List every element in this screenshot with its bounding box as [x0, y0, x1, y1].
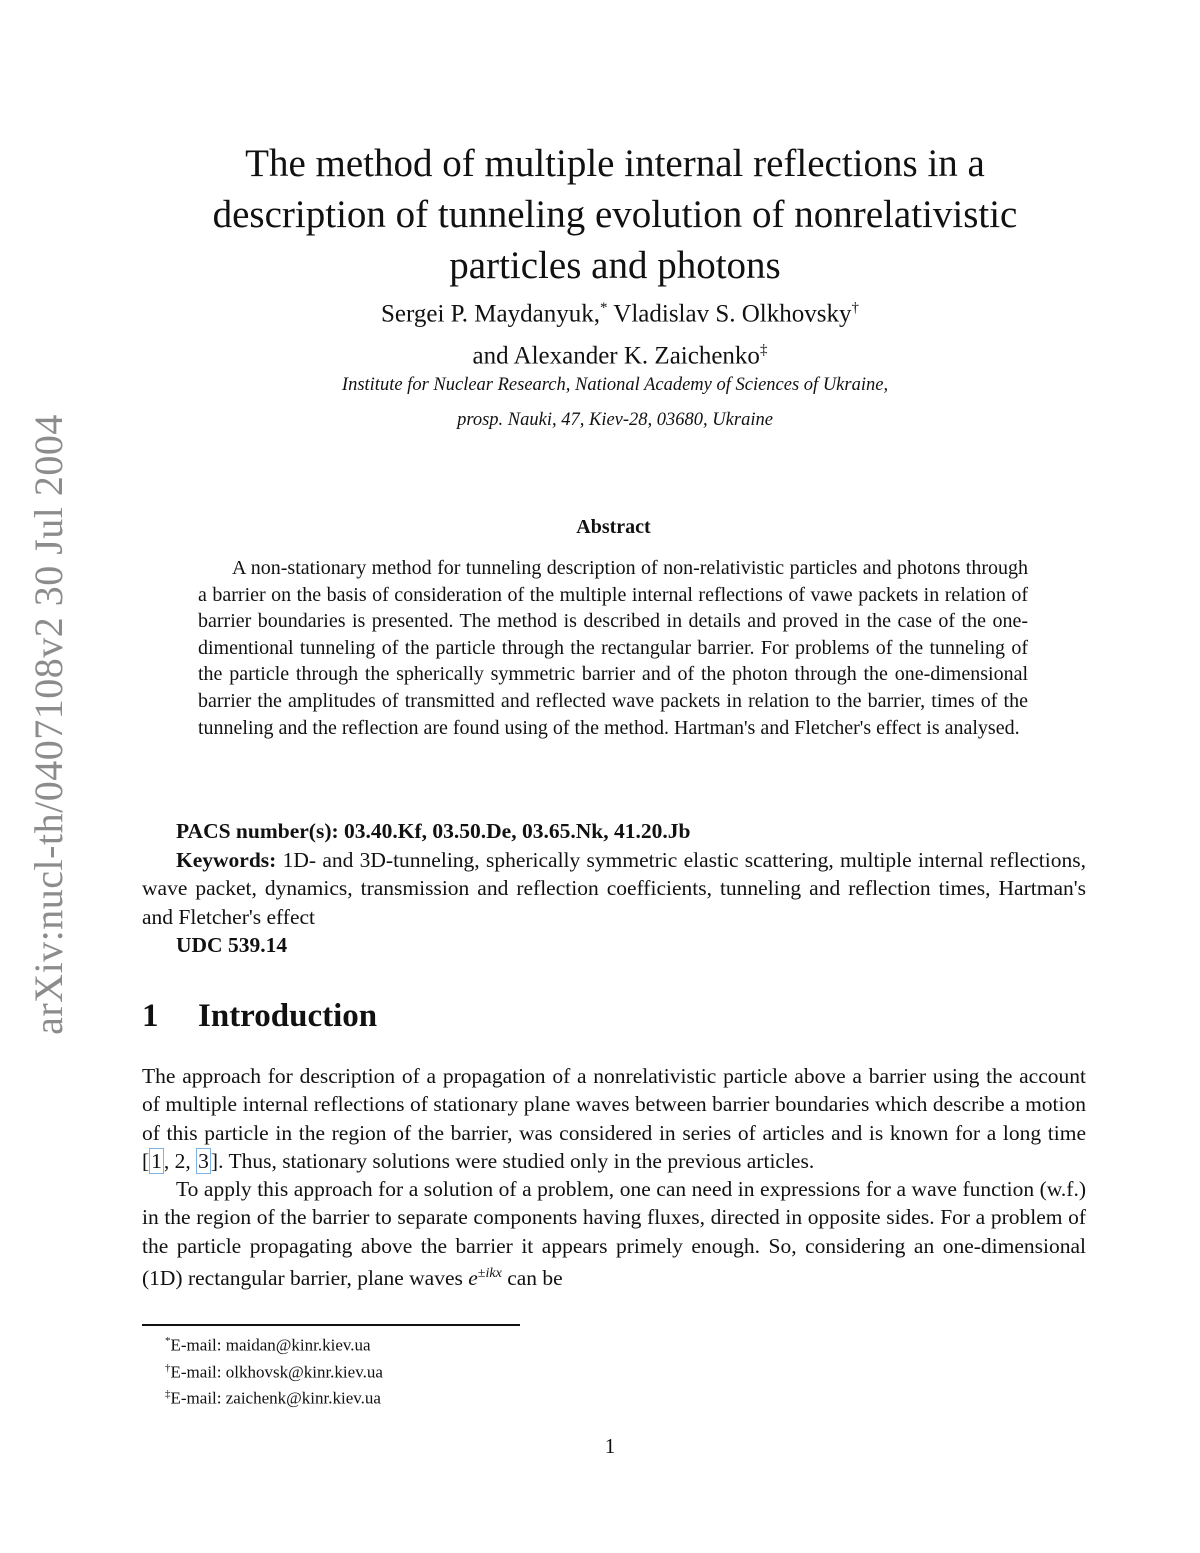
- citation-link[interactable]: 1: [151, 1148, 162, 1173]
- citation-ref: 2: [174, 1148, 186, 1173]
- author-zaichenko: and Alexander K. Zaichenko: [472, 342, 760, 370]
- keywords-label: Keywords:: [176, 847, 277, 872]
- footnote-rule: [142, 1324, 520, 1326]
- intro-text: The approach for description of a propagation of a nonrelativistic particle above a barrier using the account of multiple internal reflections of stationary plane waves between barrier boundaries which describe a motion of this particle in the region of the barrier, was considered in series of articles and is known for a long time [: [142, 1064, 1086, 1173]
- author-footnote-mark[interactable]: †: [851, 300, 859, 316]
- introduction-body: [142, 1062, 1086, 1293]
- section-title: Introduction: [198, 998, 378, 1034]
- pacs-line: [142, 817, 1086, 846]
- intro-paragraph-2: [142, 1175, 1086, 1292]
- author-footnote-mark[interactable]: ‡: [759, 342, 768, 359]
- footnote-text: E-mail: maidan@kinr.kiev.ua: [170, 1335, 371, 1355]
- author-list: [220, 290, 1020, 375]
- math-base: e: [468, 1266, 478, 1291]
- affiliation-line: Institute for Nuclear Research, National Academy of Sciences of Ukraine,: [341, 375, 889, 395]
- udc-line: [142, 931, 1086, 960]
- affiliation: [180, 368, 1050, 438]
- abstract-text: A non-stationary method for tunneling description of non-relativistic particles and photons through a barrier on the basis of consideration of the multiple internal reflections of vawe packets in relation of barrier boundaries is presented. The method is described in details and proved in the case of the one-dimentional tunneling of the particle through the rectangular barrier. For problems of the tunneling of the particle through the spherically symmetric barrier and of the photon through the one-dimensional barrier the amplitudes of transmitted and reflected wave packets in relation to the barrier, times of the tunneling and the reflection are found using of the method. Hartman's and Fletcher's effect is analysed.: [198, 557, 1028, 739]
- footnote-text: E-mail: zaichenk@kinr.kiev.ua: [170, 1388, 381, 1408]
- intro-text: To apply this approach for a solution of a problem, one can need in expressions for a wave function (w.f.) in the region of the barrier to separate components having fluxes, directed in opposite sides. For a problem of the particle propagating above the barrier it appears primely enough. So, considering an one-dimensional (1D) rectangular barrier, plane waves: [142, 1177, 1086, 1291]
- pacs-label: PACS number(s):: [176, 819, 339, 843]
- author-maydanyuk: Sergei P. Maydanyuk,: [381, 300, 600, 328]
- keywords-value: 1D- and 3D-tunneling, spherically symmetric elastic scattering, multiple internal reflections, wave packet, dynamics, transmission and reflection coefficients, tunneling and reflection times, Hartman's and Fletcher's effect: [142, 847, 1086, 929]
- math-exponent: ±ikx: [477, 1266, 502, 1282]
- intro-text: can be: [501, 1266, 563, 1291]
- citation-link[interactable]: 3: [198, 1148, 209, 1173]
- section-number: 1: [142, 998, 159, 1034]
- intro-paragraph-1: The approach for description of a propagation of a nonrelativistic particle above a barrier using the account of multiple internal reflections of stationary plane waves between barrier boundaries which describe a motion of this particle in the region of the barrier, was considered in series of articles and is known for a long time [1, 2, 3]. Thus, stationary solutions were studied only in the previous articles.: [142, 1064, 1086, 1173]
- footnote: [165, 1357, 765, 1384]
- footnote-mark: †: [165, 1361, 171, 1374]
- author-line-1: [220, 290, 1020, 332]
- abstract-heading: Abstract: [576, 516, 651, 538]
- author-footnote-mark[interactable]: *: [599, 300, 608, 316]
- abstract-body: [198, 555, 1028, 741]
- affiliation-line: prosp. Nauki, 47, Kiev-28, 03680, Ukraine: [457, 410, 773, 430]
- pacs-value: 03.40.Kf, 03.50.De, 03.65.Nk, 41.20.Jb: [344, 819, 691, 843]
- paper-title: The method of multiple internal reflections in a description of tunneling evolution of nonrelativistic particles and photons: [212, 142, 1018, 288]
- footnote-mark: *: [165, 1335, 171, 1347]
- intro-text: ]. Thus, stationary solutions were studied only in the previous articles.: [210, 1148, 815, 1173]
- author-olkhovsky: Vladislav S. Olkhovsky: [607, 300, 852, 328]
- footnote: [165, 1383, 765, 1410]
- footnote-text: E-mail: olkhovsk@kinr.kiev.ua: [170, 1362, 383, 1382]
- paper-metadata: [142, 817, 1086, 960]
- arxiv-stamp: [18, 413, 78, 1035]
- math-expression: [468, 1266, 502, 1290]
- arxiv-stamp-text: arXiv:nucl-th/0407108v2 30 Jul 2004: [25, 413, 71, 1035]
- footnote: [165, 1330, 765, 1357]
- section-heading: [142, 998, 377, 1035]
- footnote-mark: ‡: [165, 1388, 171, 1401]
- footnotes: [165, 1330, 765, 1410]
- keywords-line: [142, 846, 1086, 932]
- udc-value: UDC 539.14: [176, 933, 288, 957]
- page-number: 1: [604, 1434, 616, 1458]
